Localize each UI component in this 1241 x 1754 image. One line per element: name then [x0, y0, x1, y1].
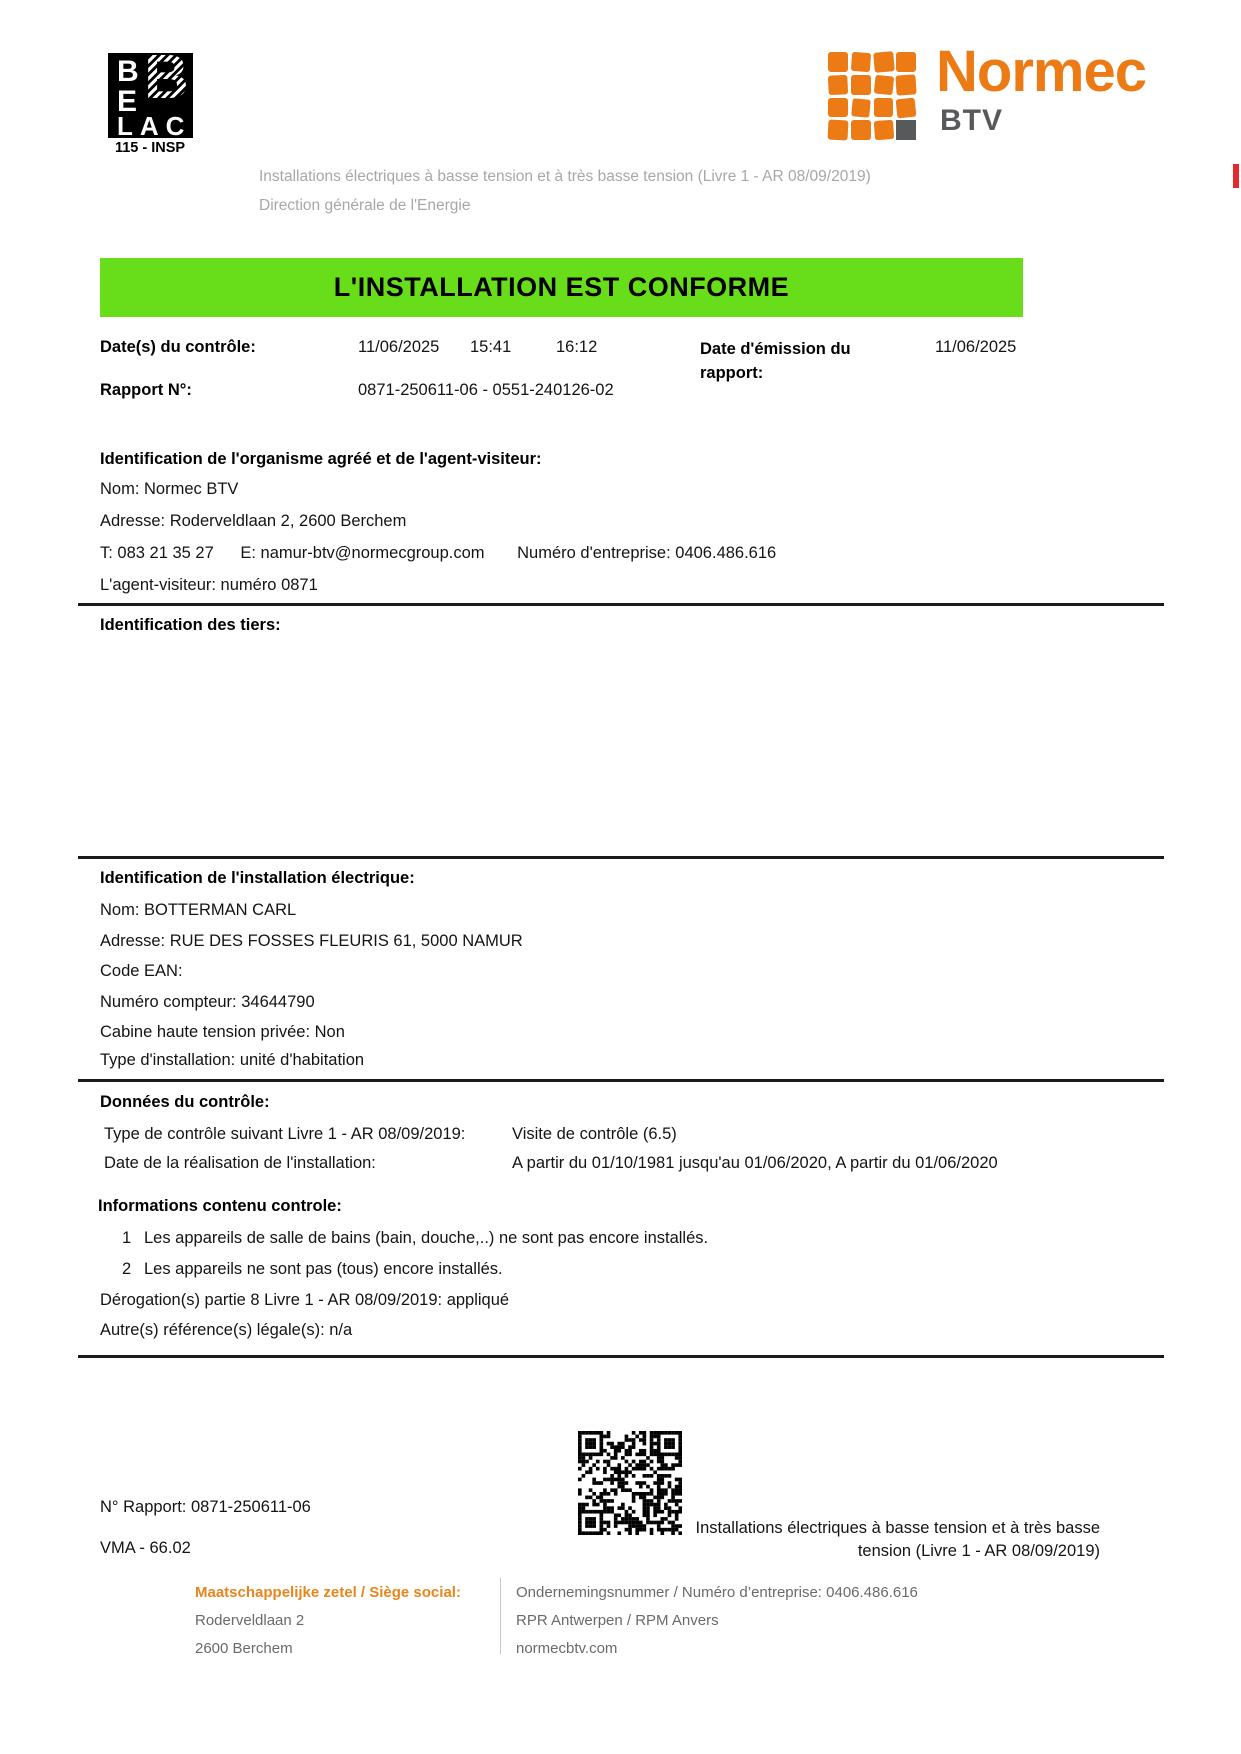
info-item-1 — [122, 1229, 708, 1248]
info-item-2 — [122, 1260, 503, 1279]
belac-letter-e: E — [117, 85, 138, 118]
organisme-section-title: Identification de l'organisme agréé et de l'agent-visiteur: — [100, 450, 542, 468]
document-authority-line: Direction générale de l'Energie — [259, 197, 471, 214]
donnees-section-title: Données du contrôle: — [100, 1093, 270, 1111]
control-time1-value: 15:41 — [470, 338, 512, 356]
section-divider-2 — [78, 856, 1164, 859]
installation-type: Type d'installation: unité d'habitation — [100, 1051, 365, 1069]
tiers-section-title: Identification des tiers: — [100, 616, 281, 634]
section-divider-1 — [78, 603, 1164, 606]
belac-letter-b: B — [117, 55, 139, 88]
control-dates-label: Date(s) du contrôle: — [100, 338, 256, 356]
bottom-right-subject-text: Installations électriques à basse tension et à très basse tension (Livre 1 - AR 08/09/2019) — [695, 1519, 1100, 1560]
installation-cabine-ht: Cabine haute tension privée: Non — [100, 1023, 345, 1041]
emission-date-value: 11/06/2025 — [935, 338, 1017, 356]
right-margin-red-mark — [1233, 164, 1239, 188]
derogation-line: Dérogation(s) partie 8 Livre 1 - AR 08/09/2019: appliqué — [100, 1291, 510, 1309]
belac-accreditation-number: 115 - INSP — [114, 140, 186, 156]
footer-address-city: 2600 Berchem — [195, 1640, 293, 1657]
organisme-entreprise-number: Numéro d'entreprise: 0406.486.616 — [517, 544, 777, 562]
conformity-banner-text: L'INSTALLATION EST CONFORME — [333, 272, 790, 302]
type-controle-label: Type de contrôle suivant Livre 1 - AR 08/09/2019: — [104, 1125, 466, 1143]
info-item-2-number: 2 — [122, 1260, 132, 1278]
control-time2-value: 16:12 — [556, 338, 598, 356]
footer-website: normecbtv.com — [516, 1640, 618, 1657]
installation-adresse: Adresse: RUE DES FOSSES FLEURIS 61, 5000 NAMUR — [100, 932, 523, 950]
normec-btv-label: BTV — [940, 104, 1003, 137]
control-date-value: 11/06/2025 — [358, 338, 440, 356]
section-divider-4 — [78, 1355, 1164, 1358]
footer-divider — [500, 1578, 501, 1654]
installation-nom: Nom: BOTTERMAN CARL — [100, 901, 297, 919]
bottom-report-number: N° Rapport: 0871-250611-06 — [100, 1498, 311, 1516]
installation-code-ean: Code EAN: — [100, 962, 183, 980]
belac-letters-lac: LAC — [117, 111, 192, 141]
footer-social-seat-label: Maatschappelijke zetel / Siège social: — [195, 1584, 461, 1601]
normec-grid-icon — [828, 52, 916, 140]
belac-logo-box — [108, 43, 193, 141]
report-number-value: 0871-250611-06 - 0551-240126-02 — [358, 381, 614, 399]
agent-visiteur-number: L'agent-visiteur: numéro 0871 — [100, 576, 318, 594]
footer-address-street: Roderveldlaan 2 — [195, 1612, 305, 1629]
belac-striped-b-icon: B — [144, 43, 189, 112]
footer-rpr: RPR Antwerpen / RPM Anvers — [516, 1612, 719, 1629]
organisme-adresse: Adresse: Roderveldlaan 2, 2600 Berchem — [100, 512, 407, 530]
installation-section-title: Identification de l'installation électrique: — [100, 869, 415, 887]
section-divider-3 — [78, 1079, 1164, 1082]
organisme-nom: Nom: Normec BTV — [100, 480, 239, 498]
infos-section-title: Informations contenu controle: — [98, 1197, 342, 1215]
autres-references-line: Autre(s) référence(s) légale(s): n/a — [100, 1321, 353, 1339]
bottom-vma-code: VMA - 66.02 — [100, 1539, 191, 1557]
document-subject-line: Installations électriques à basse tension et à très basse tension (Livre 1 - AR 08/09/2019) — [259, 168, 871, 185]
organisme-contact-row — [100, 543, 776, 563]
info-item-1-text: Les appareils de salle de bains (bain, douche,..) ne sont pas encore installés. — [144, 1229, 709, 1247]
report-number-label: Rapport N°: — [100, 381, 192, 399]
normec-wordmark: Normec — [936, 39, 1146, 104]
date-realisation-label: Date de la réalisation de l'installation: — [104, 1154, 376, 1172]
installation-numero-compteur: Numéro compteur: 34644790 — [100, 993, 315, 1011]
organisme-email: E: namur-btv@normecgroup.com — [240, 544, 485, 562]
emission-date-label: Date d'émission du rapport: — [700, 340, 851, 382]
type-controle-value: Visite de contrôle (6.5) — [512, 1125, 677, 1143]
date-realisation-value: A partir du 01/10/1981 jusqu'au 01/06/2020, A partir du 01/06/2020 — [512, 1154, 998, 1172]
info-item-2-text: Les appareils ne sont pas (tous) encore installés. — [144, 1260, 503, 1278]
info-item-1-number: 1 — [122, 1229, 132, 1247]
organisme-telephone: T: 083 21 35 27 — [100, 544, 214, 562]
footer-enterprise-number: Ondernemingsnummer / Numéro d’entreprise: 0406.486.616 — [516, 1584, 918, 1601]
conformity-banner — [100, 258, 1023, 317]
